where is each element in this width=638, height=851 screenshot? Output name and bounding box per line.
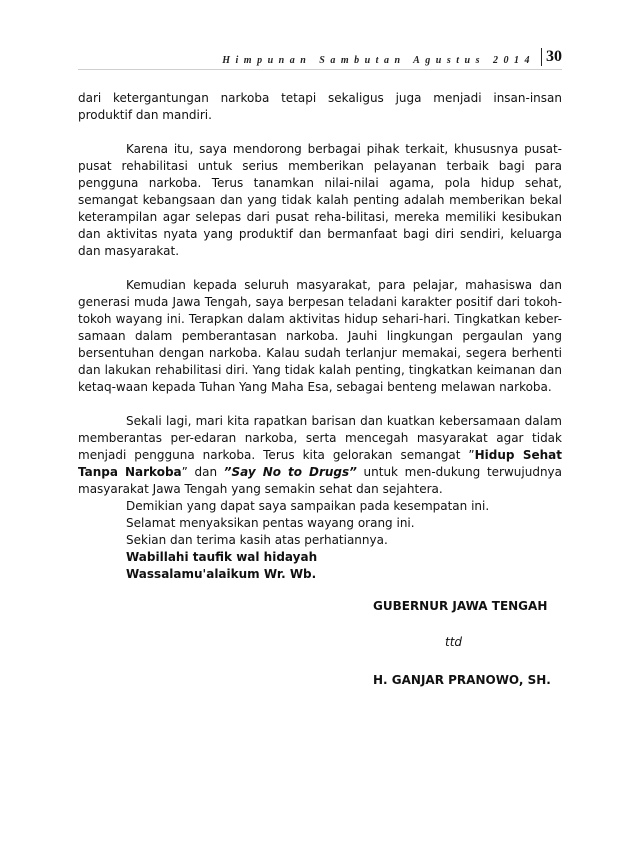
signature-ttd: ttd [445, 635, 463, 649]
document-body [78, 90, 562, 583]
slogan-say-no-to-drugs: ”Say No to Drugs” [223, 465, 357, 479]
closing-line-2: Selamat menyaksikan pentas wayang orang ini. [126, 516, 415, 530]
paragraph-3: Kemudian kepada seluruh masyarakat, para pelajar, mahasiswa dan generasi muda Jawa Tengah, saya berpesan teladani karakter positif dari tokoh-tokoh wayang ini. Terapkan dalam aktivitas hidup sehari-hari. Tingkatkan keber-samaan dalam pemberantasan narkoba. Jauhi lingkungan pergaulan yang bersentuhan dengan narkoba. Kalau sudah terlanjur memakai, segera berhenti dan lakukan rehabilitasi diri. Yang tidak kalah penting, tingkatkan keimanan dan ketaq-waan kepada Tuhan Yang Maha Esa, sebagai benteng melawan narkoba. [78, 278, 562, 394]
slogan-hidup-sehat: Hidup Sehat Tanpa Narkoba [78, 448, 563, 479]
signature-name: H. GANJAR PRANOWO, SH. [373, 673, 551, 687]
closing-line-4: Wabillahi taufik wal hidayah [126, 550, 318, 564]
paragraph-1: dari ketergantungan narkoba tetapi sekaligus juga menjadi insan-insan produktif dan mandiri. [78, 91, 562, 122]
page-number: 30 [546, 48, 562, 65]
closing-line-5: Wassalamu'alaikum Wr. Wb. [126, 567, 317, 581]
signature-title: GUBERNUR JAWA TENGAH [373, 599, 548, 613]
paragraph-2: Karena itu, saya mendorong berbagai pihak terkait, khususnya pusat-pusat rehabilitasi untuk serius memberikan pelayanan terbaik bagi para pengguna narkoba. Terus tanamkan nilai-nilai agama, pola hidup sehat, semangat kebangsaan dan yang tidak kalah penting adalah memberikan bekal keterampilan agar selepas dari pusat reha-bilitasi, mereka memiliki kesibukan dan aktivitas nyata yang produktif dan bermanfaat bagi diri sendiri, keluarga dan masyarakat. [78, 142, 562, 258]
page-header [78, 44, 562, 66]
closing-line-3: Sekian dan terima kasih atas perhatiannya. [126, 533, 388, 547]
paragraph-4 [78, 413, 562, 498]
paragraph-4-text-3: untuk men-dukung terwujudnya masyarakat Jawa Tengah yang semakin sehat dan sejahtera. [78, 465, 563, 496]
closing-line-1: Demikian yang dapat saya sampaikan pada kesempatan ini. [126, 499, 490, 513]
paragraph-4-text-1: Sekali lagi, mari kita rapatkan barisan dan kuatkan kebersamaan dalam memberantas per-edaran narkoba, serta mencegah masyarakat agar tidak menjadi pengguna narkoba. Terus kita gelorakan semangat ” [78, 414, 562, 462]
paragraph-4-text-2: ” dan [181, 465, 224, 479]
document-title: Himpunan Sambutan Agustus 2014 [222, 55, 535, 66]
header-rule [78, 69, 562, 70]
header-separator [541, 48, 542, 66]
